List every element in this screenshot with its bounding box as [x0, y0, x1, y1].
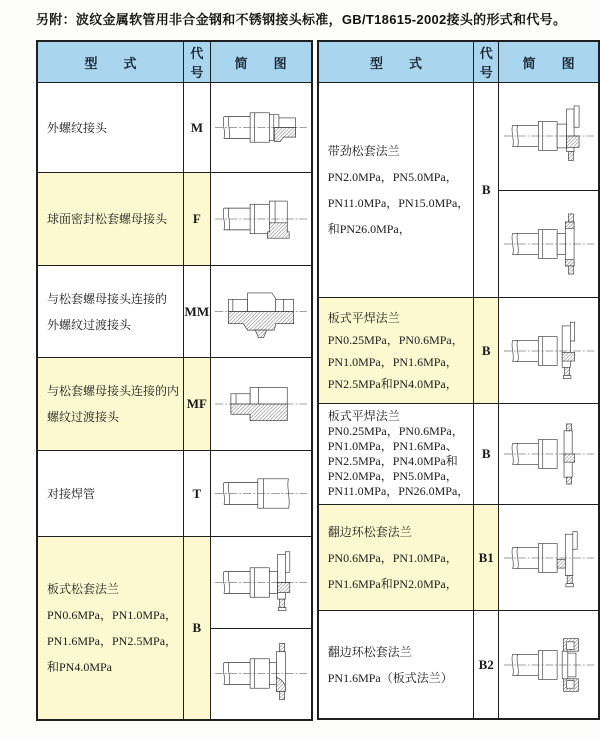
diagram-cell [210, 358, 312, 451]
type-label: 板式平焊法兰 [327, 409, 400, 423]
table-row [318, 611, 599, 720]
type-label: 外螺纹过渡接头 [47, 317, 132, 332]
fitting-table-right [317, 40, 600, 720]
plate-loose-flange-collar-diagram [213, 633, 309, 714]
type-label: PN2.5MPa和PN4.0MPa， [327, 376, 458, 391]
table-row [318, 298, 599, 404]
header-row [37, 41, 312, 83]
type-label: PN11.0MPa，PN15.0MPa， [327, 196, 470, 210]
table-row [37, 266, 312, 358]
spherical-seal-loose-nut-fitting-diagram [213, 178, 309, 260]
table-row [318, 404, 599, 505]
type-cell [318, 298, 474, 404]
type-label: PN0.25MPa，PN0.6MPa， [327, 424, 464, 438]
column-header-diagram: 简 图 [499, 41, 599, 83]
table-row [318, 83, 599, 298]
code-cell: M [184, 83, 211, 173]
type-cell [37, 266, 184, 358]
column-header-code: 代号 [474, 41, 499, 83]
type-label: 和PN26.0MPa， [327, 222, 411, 236]
fitting-table-left [36, 40, 313, 721]
neck-loose-flange-collar-diagram [502, 200, 596, 288]
table-row [37, 173, 312, 266]
code-cell: MF [184, 358, 211, 451]
type-label: PN0.25MPa，PN0.6MPa， [327, 332, 464, 347]
type-label: 与松套螺母接头连接的内 [47, 384, 180, 398]
type-cell [318, 611, 474, 720]
diagram-cell [210, 451, 312, 537]
type-label: PN1.6MPa和PN2.0MPa， [327, 576, 458, 591]
type-cell [318, 83, 474, 298]
type-label: 翻边环松套法兰 [327, 644, 412, 659]
type-label: PN2.0MPa，PN5.0MPa， [327, 469, 458, 483]
type-cell [318, 404, 474, 505]
type-label: PN2.5MPa，PN4.0MPa和 [327, 454, 458, 468]
diagram-cell [210, 537, 312, 721]
code-cell: B [474, 83, 499, 298]
neck-loose-flange-stud-diagram [502, 92, 596, 180]
diagram [211, 451, 311, 536]
diagram [499, 83, 598, 191]
type-label: PN0.6MPa，PN1.0MPa， [327, 550, 458, 565]
type-label: PN2.0MPa，PN5.0MPa， [327, 170, 458, 184]
type-cell [37, 537, 184, 721]
type-cell [37, 451, 184, 537]
type-label: PN0.6MPa，PN1.0MPa， [47, 608, 178, 622]
type-cell [37, 173, 184, 266]
diagram [499, 611, 598, 718]
column-header-type: 型 式 [318, 41, 474, 83]
type-cell [318, 505, 474, 611]
type-label: 对接焊管 [47, 486, 96, 501]
type-label: PN1.0MPa，PN1.6MPa、 [327, 439, 458, 453]
diagram-cell [499, 83, 599, 298]
fitting-tables-container [36, 40, 600, 721]
type-label: 板式松套法兰 [47, 582, 120, 596]
diagram [499, 298, 598, 403]
code-cell: B [474, 404, 499, 505]
type-label: 翻边环松套法兰 [327, 524, 412, 539]
diagram [211, 358, 311, 450]
type-label: PN11.0MPa，PN26.0MPa， [327, 484, 470, 498]
diagram [211, 537, 311, 629]
code-cell: B [184, 537, 211, 721]
type-label: PN1.0MPa，PN1.6MPa， [327, 354, 458, 369]
header-row [318, 41, 599, 83]
female-thread-transition-fitting-diagram [213, 363, 309, 445]
code-cell: T [184, 451, 211, 537]
page-title: 另附：波纹金属软管用非合金钢和不锈钢接头标准，GB/T18615-2002接头的形式和代号。 [36, 12, 567, 27]
type-label: PN1.6MPa，PN2.5MPa， [47, 634, 178, 648]
code-cell: B1 [474, 505, 499, 611]
diagram-cell [210, 173, 312, 266]
table-row [37, 358, 312, 451]
code-cell: B2 [474, 611, 499, 720]
code-cell: MM [184, 266, 211, 358]
flat-weld-flange-stud-diagram [502, 309, 596, 393]
type-label: 带劲松套法兰 [327, 144, 400, 158]
diagram [211, 83, 311, 172]
table-row [37, 451, 312, 537]
diagram [499, 505, 598, 610]
type-label: 外螺纹接头 [47, 120, 108, 135]
column-header-type: 型 式 [37, 41, 184, 83]
type-label: 板式平焊法兰 [327, 310, 400, 325]
flat-weld-flange-bolted-diagram [502, 412, 596, 496]
plate-loose-flange-stud-diagram [213, 542, 309, 623]
type-label: 球面密封松套螺母接头 [47, 212, 168, 226]
type-cell [37, 358, 184, 451]
diagram [499, 191, 598, 298]
diagram-cell [499, 505, 599, 611]
diagram [499, 404, 598, 504]
column-header-diagram: 简 图 [210, 41, 312, 83]
type-label: 与松套螺母接头连接的 [47, 291, 168, 306]
column-header-code: 代号 [184, 41, 211, 83]
male-thread-fitting-diagram [213, 88, 309, 167]
diagram [211, 173, 311, 265]
diagram [211, 266, 311, 357]
type-label: 螺纹过渡接头 [47, 410, 120, 424]
diagram-cell [210, 266, 312, 358]
table-row [37, 83, 312, 173]
diagram [211, 629, 311, 720]
code-cell: B [474, 298, 499, 404]
table-row [318, 505, 599, 611]
butt-weld-pipe-diagram [213, 456, 309, 531]
diagram-cell [499, 404, 599, 505]
table-row [37, 537, 312, 721]
lap-ring-plate-flange-diagram [502, 623, 596, 707]
type-cell [37, 83, 184, 173]
diagram-cell [499, 298, 599, 404]
lap-ring-loose-flange-diagram [502, 516, 596, 600]
diagram-cell [499, 611, 599, 720]
code-cell: F [184, 173, 211, 266]
type-label: PN1.6MPa（板式法兰） [327, 670, 453, 685]
diagram-cell [210, 83, 312, 173]
type-label: 和PN4.0MPa [47, 660, 113, 674]
male-thread-transition-fitting-diagram [213, 271, 309, 352]
